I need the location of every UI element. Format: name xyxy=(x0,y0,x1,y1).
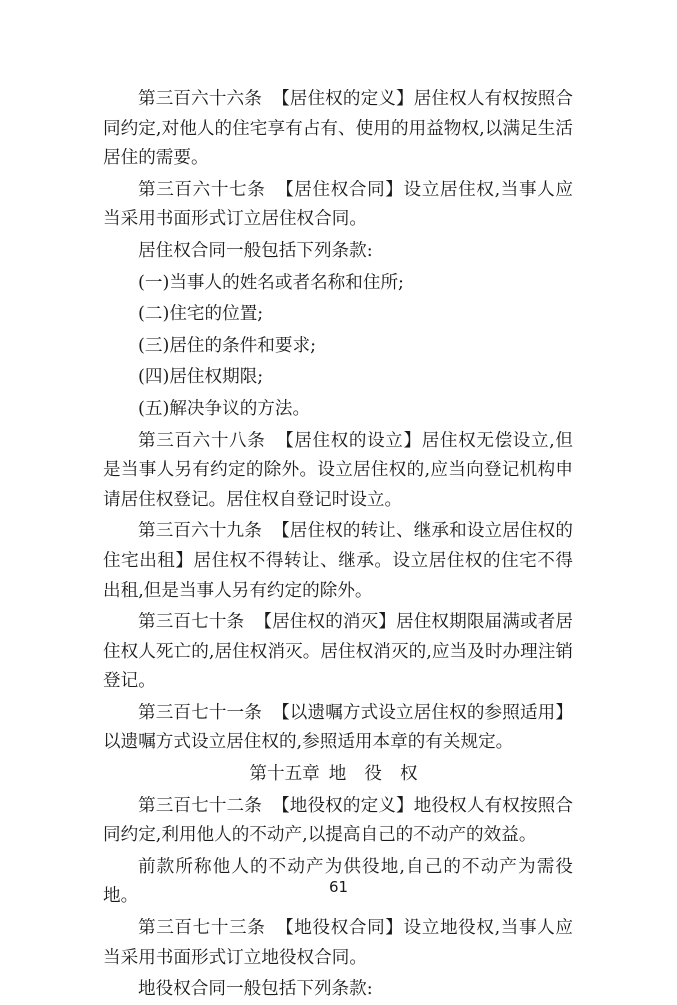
article-372 xyxy=(103,792,573,851)
article-number: 第三百七十二条 xyxy=(138,795,262,816)
article-text: 以遗嘱方式设立居住权的,参照适用本章的有关规定。 xyxy=(103,732,514,753)
clause-item: (四)居住权期限; xyxy=(138,367,264,388)
page-number: 61 xyxy=(328,878,349,896)
article-text: 居住权不得转让、继承。设立居住权的住宅不得出租,但是当事人另有约定的除外。 xyxy=(103,550,573,601)
article-number: 第三百六十六条 xyxy=(138,89,262,109)
article-number: 第三百六十八条 xyxy=(138,430,266,451)
article-title: 【居住权的消灭】 xyxy=(254,612,397,633)
chapter-title-char: 地 xyxy=(328,764,347,785)
article-371 xyxy=(103,699,573,758)
chapter-heading xyxy=(103,760,573,790)
article-text: 居住权人有权按照合同约定,对他人的住宅享有占有、使用的用益物权,以满足生活居住的需要。 xyxy=(103,89,573,169)
clause-item: (五)解决争议的方法。 xyxy=(138,398,311,419)
article-368 xyxy=(103,427,573,516)
article-number: 第三百七十条 xyxy=(138,612,245,633)
clause-item: (二)住宅的位置; xyxy=(138,304,264,325)
clause-intro: 居住权合同一般包括下列条款: xyxy=(138,240,373,261)
page-body xyxy=(103,85,573,1005)
article-title: 【居住权的定义】 xyxy=(271,89,414,109)
article-369 xyxy=(103,517,573,606)
article-text: 地役权人有权按照合同约定,利用他人的不动产,以提高自己的不动产的效益。 xyxy=(103,795,573,846)
article-367 xyxy=(103,176,573,235)
chapter-number: 第十五章 xyxy=(249,764,320,785)
article-number: 第三百六十九条 xyxy=(138,521,262,542)
clause-intro: 地役权合同一般包括下列条款: xyxy=(138,979,373,1000)
clause-item: (三)居住的条件和要求; xyxy=(138,335,317,356)
article-title: 【居住权的设立】 xyxy=(275,430,422,451)
paragraph: 前款所称他人的不动产为供役地,自己的不动产为需役地。 xyxy=(103,856,573,907)
article-366 xyxy=(103,85,573,174)
article-number: 第三百六十七条 xyxy=(138,179,266,200)
article-text: 设立地役权,当事人应当采用书面形式订立地役权合同。 xyxy=(103,918,573,968)
clause-item: (一)当事人的姓名或者名称和住所; xyxy=(138,272,404,293)
article-373 xyxy=(103,914,573,973)
article-title: 【地役权的定义】 xyxy=(271,795,414,816)
article-370 xyxy=(103,608,573,697)
article-title: 【地役权合同】 xyxy=(275,918,404,939)
article-title: 【居住权合同】 xyxy=(275,179,404,200)
chapter-title-char: 权 xyxy=(400,764,418,785)
chapter-title-char: 役 xyxy=(364,764,382,785)
article-text: 居住权期限届满或者居住权人死亡的,居住权消灭。居住权消灭的,应当及时办理注销登记。 xyxy=(103,612,573,692)
article-number: 第三百七十一条 xyxy=(138,702,262,723)
article-text: 设立居住权,当事人应当采用书面形式订立居住权合同。 xyxy=(103,179,573,230)
article-title: 【以遗嘱方式设立居住权的参照适用】 xyxy=(271,702,573,723)
article-text: 居住权无偿设立,但是当事人另有约定的除外。设立居住权的,应当向登记机构申请居住权登记。居住权自登记时设立。 xyxy=(103,430,573,510)
article-number: 第三百七十三条 xyxy=(138,918,266,939)
article-title: 【居住权的转让、继承和设立居住权的住宅出租】 xyxy=(103,521,573,571)
